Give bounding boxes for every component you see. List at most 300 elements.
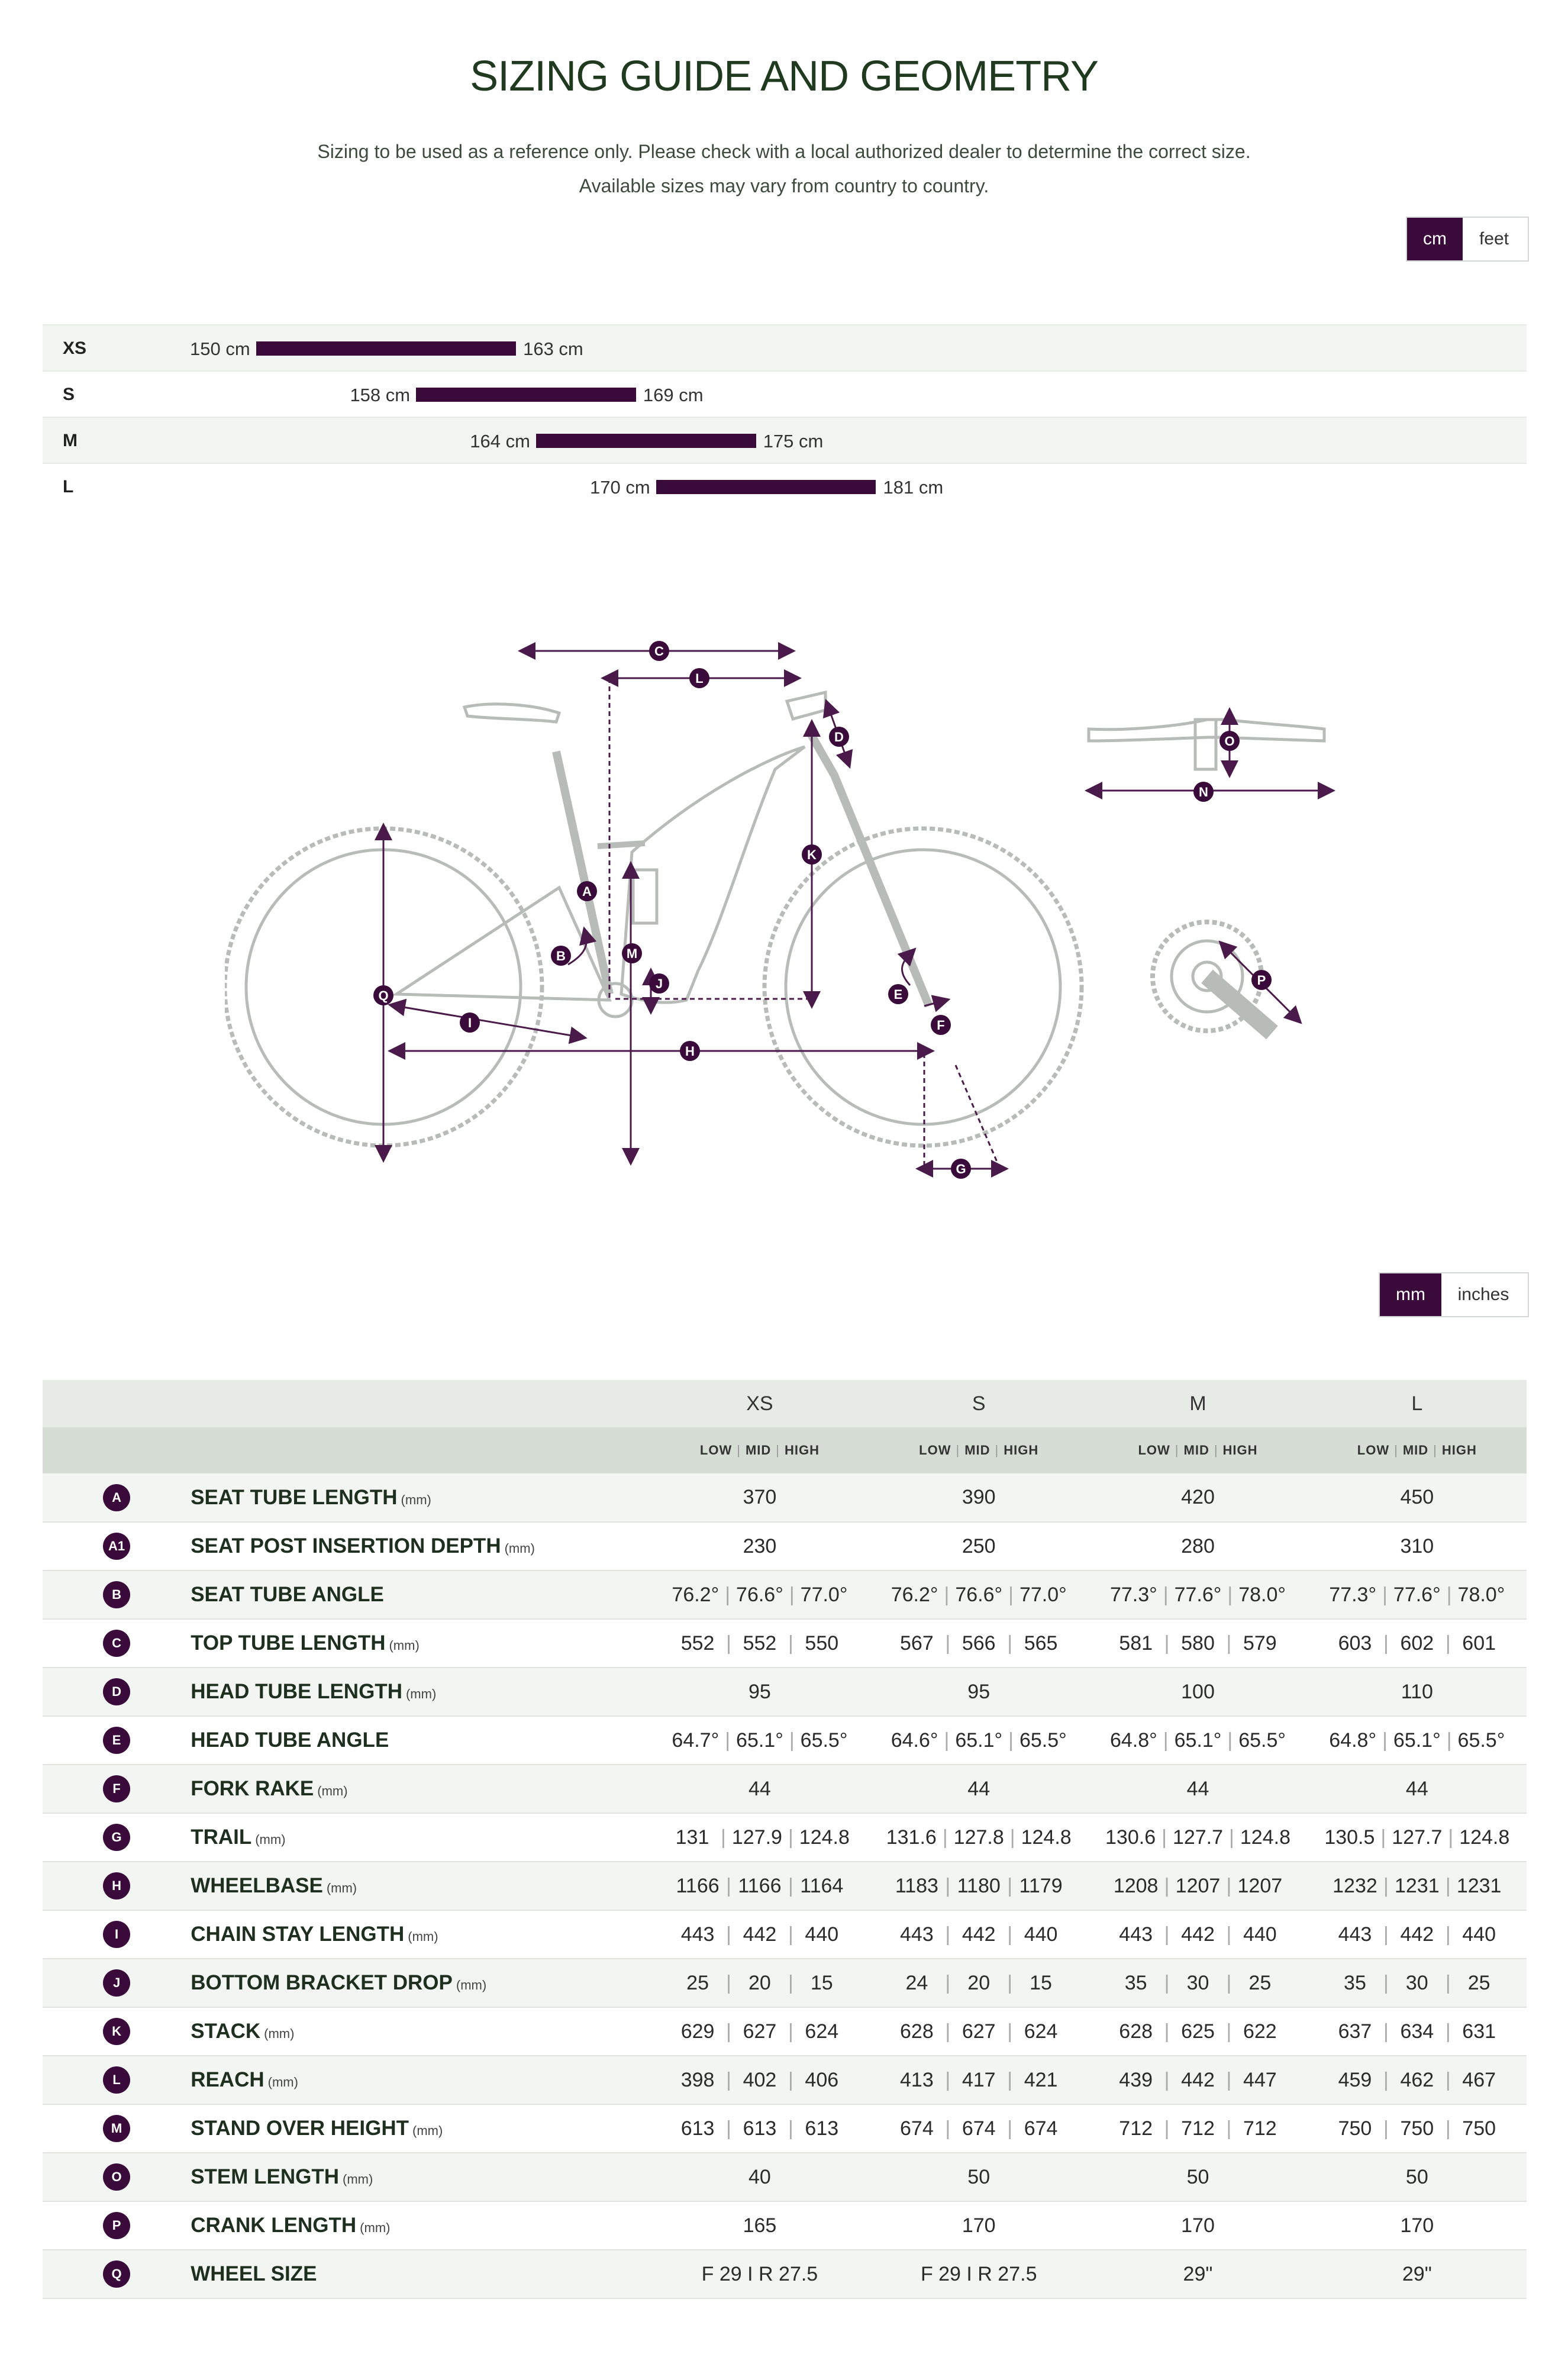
- measure-value: 443: [1119, 1923, 1153, 1946]
- separator: |: [725, 1729, 731, 1752]
- measure-badge-cell: [43, 2104, 191, 2153]
- measure-value: 1166: [738, 1874, 782, 1897]
- measure-value-cell: [1088, 1765, 1307, 1813]
- measure-value: 65.5°: [1238, 1729, 1286, 1752]
- measure-value-cell: [869, 2007, 1088, 2056]
- height-range-bar: [536, 434, 756, 448]
- size-column-header: M: [1189, 1392, 1206, 1415]
- marker-q: [373, 985, 393, 1005]
- geometry-row: [43, 2153, 1527, 2201]
- measure-unit: (mm): [360, 2220, 391, 2235]
- measure-value: 603: [1338, 1631, 1372, 1655]
- separator: |: [1445, 2020, 1451, 2043]
- measure-value: 78.0°: [1238, 1583, 1286, 1606]
- height-range-bar: [256, 341, 516, 356]
- measure-value: 64.8°: [1329, 1729, 1377, 1752]
- measure-value: 1231: [1394, 1874, 1440, 1897]
- measure-value: 442: [1181, 1923, 1215, 1946]
- measure-value-cell: [650, 2007, 869, 2056]
- separator: |: [1007, 2117, 1013, 2140]
- separator: |: [1445, 1923, 1451, 1946]
- separator: |: [1445, 1874, 1451, 1897]
- measure-value: 77.6°: [1393, 1583, 1441, 1606]
- separator: |: [1226, 2068, 1232, 2091]
- measure-value-cell: [1088, 1668, 1307, 1716]
- separator: |: [1383, 2068, 1389, 2091]
- measure-value: 100: [1181, 1680, 1215, 1703]
- measure-value: 110: [1401, 1680, 1433, 1703]
- svg-text:G: G: [956, 1162, 966, 1176]
- measure-unit: (mm): [504, 1541, 535, 1556]
- measure-value-cell: [1308, 1668, 1527, 1716]
- measure-value: 65.1°: [736, 1729, 783, 1752]
- saddle: [464, 704, 559, 722]
- measure-value: 65.1°: [1174, 1729, 1222, 1752]
- measure-name-cell: [191, 1668, 650, 1716]
- measure-value: 450: [1400, 1486, 1434, 1508]
- measure-value: 550: [805, 1631, 839, 1655]
- measure-value: 280: [1181, 1534, 1215, 1557]
- measure-code-badge: K: [103, 2018, 130, 2045]
- measure-value-cell: [1308, 1619, 1527, 1668]
- measure-name: TOP TUBE LENGTH: [191, 1631, 386, 1655]
- measure-value: 76.2°: [891, 1583, 938, 1606]
- measure-code-badge: I: [103, 1921, 130, 1948]
- position-header-row: [43, 1427, 1527, 1473]
- measure-value-cell: [1088, 2007, 1307, 2056]
- measure-badge-cell: [43, 2153, 191, 2201]
- measure-value: 124.8: [799, 1826, 850, 1849]
- measure-unit: (mm): [326, 1881, 357, 1895]
- measure-name: TRAIL: [191, 1826, 252, 1849]
- measure-name-cell: [191, 2201, 650, 2250]
- height-unit-toggle: [1406, 217, 1529, 262]
- measure-value: 552: [743, 1631, 777, 1655]
- measure-value: F 29 I R 27.5: [701, 2262, 818, 2285]
- separator: |: [1382, 1583, 1388, 1606]
- measure-value-cell: [650, 1765, 869, 1813]
- height-range-bar: [416, 388, 636, 402]
- separator: |: [1383, 2020, 1389, 2043]
- separator: |: [1226, 1874, 1232, 1897]
- measure-value-cell: [1308, 2104, 1527, 2153]
- measure-unit: (mm): [317, 1784, 348, 1798]
- separator: |: [1446, 1729, 1452, 1752]
- measure-value: 127.7: [1172, 1826, 1224, 1849]
- measure-value: 406: [805, 2068, 839, 2091]
- measure-value: 77.0°: [1019, 1583, 1067, 1606]
- geometry-row: [43, 1473, 1527, 1522]
- measure-value-cell: [869, 1862, 1088, 1910]
- measure-value: 440: [1243, 1923, 1277, 1946]
- measure-value: 76.2°: [672, 1583, 720, 1606]
- rider-height-row: [43, 324, 1527, 370]
- separator: |: [1446, 1583, 1452, 1606]
- measure-value: 127.8: [953, 1826, 1004, 1849]
- measure-code-badge: J: [103, 1969, 130, 1997]
- measure-value: 567: [900, 1631, 934, 1655]
- measure-badge-cell: [43, 1910, 191, 1959]
- measure-value: 579: [1243, 1631, 1277, 1655]
- measure-value-cell: [1088, 1910, 1307, 1959]
- measure-value-cell: [1088, 1959, 1307, 2007]
- measure-name: WHEELBASE: [191, 1874, 323, 1897]
- measure-code-badge: B: [103, 1581, 130, 1608]
- measure-value: 613: [805, 2117, 839, 2140]
- separator: |: [1007, 1874, 1013, 1897]
- measure-name: SEAT TUBE ANGLE: [191, 1583, 384, 1606]
- measure-value-cell: [650, 1910, 869, 1959]
- separator: |: [1227, 1583, 1233, 1606]
- measure-name-cell: [191, 2104, 650, 2153]
- measure-code-badge: A: [103, 1484, 130, 1511]
- measure-value: 634: [1400, 2020, 1434, 2043]
- measure-value: 25: [1248, 1971, 1272, 1994]
- dim-i-line: [396, 1006, 579, 1037]
- position-label: MID: [745, 1443, 772, 1457]
- measure-value: 65.1°: [1393, 1729, 1441, 1752]
- separator: |: [789, 1583, 795, 1606]
- measure-value: 170: [1400, 2214, 1434, 2237]
- measure-value: 30: [1186, 1971, 1209, 1994]
- position-labels: [650, 1427, 869, 1473]
- separator: |: [1164, 1923, 1170, 1946]
- svg-text:O: O: [1224, 734, 1235, 749]
- separator: |: [1226, 1971, 1232, 1994]
- separator: |: [1229, 1826, 1234, 1849]
- measure-value-cell: [650, 1668, 869, 1716]
- measure-value-cell: [1088, 2153, 1307, 2201]
- separator: |: [1007, 1631, 1013, 1655]
- svg-text:C: C: [654, 644, 664, 659]
- measure-badge-cell: [43, 1668, 191, 1716]
- separator: |: [1226, 1631, 1232, 1655]
- position-label: LOW: [1138, 1443, 1170, 1457]
- separator: |: [1007, 2068, 1013, 2091]
- measure-name: WHEEL SIZE: [191, 2262, 317, 2285]
- measure-value-cell: [1088, 2056, 1307, 2104]
- measure-value-cell: [650, 2250, 869, 2298]
- measure-value: 467: [1462, 2068, 1496, 2091]
- size-header-row: [43, 1380, 1527, 1427]
- measure-badge-cell: [43, 1765, 191, 1813]
- position-label: HIGH: [1441, 1443, 1477, 1457]
- measure-name-cell: [191, 1813, 650, 1862]
- measure-name-cell: [191, 1716, 650, 1765]
- measure-value: 459: [1338, 2068, 1372, 2091]
- svg-text:N: N: [1199, 785, 1208, 799]
- separator: |: [1227, 1729, 1233, 1752]
- measure-value: 165: [743, 2214, 777, 2237]
- measure-value: 76.6°: [736, 1583, 783, 1606]
- measure-code-badge: C: [103, 1630, 130, 1657]
- rear-shock: [633, 870, 657, 923]
- svg-text:H: H: [685, 1044, 695, 1059]
- measure-value-cell: [1308, 1910, 1527, 1959]
- measure-value: 629: [680, 2020, 715, 2043]
- separator: |: [1163, 1583, 1169, 1606]
- marker-h: [680, 1041, 700, 1061]
- measure-value-cell: [1308, 2007, 1527, 2056]
- measure-code-badge: E: [103, 1727, 130, 1754]
- measure-value: 44: [1186, 1777, 1209, 1800]
- geometry-row: [43, 2007, 1527, 2056]
- measure-value: 624: [1024, 2020, 1058, 2043]
- measure-value: 124.8: [1021, 1826, 1072, 1849]
- measure-value: 625: [1181, 2020, 1215, 2043]
- marker-n: [1193, 782, 1214, 802]
- position-labels: [869, 1427, 1088, 1473]
- separator: |: [1164, 1874, 1170, 1897]
- measure-unit: (mm): [389, 1638, 420, 1653]
- measure-name-cell: [191, 1619, 650, 1668]
- measure-code-badge: A1: [103, 1533, 130, 1560]
- feet-toggle-button[interactable]: feet: [1463, 218, 1525, 260]
- measure-value: 1231: [1456, 1874, 1502, 1897]
- measure-value: 580: [1181, 1631, 1215, 1655]
- position-labels: [1308, 1427, 1527, 1473]
- separator: |: [1164, 2020, 1170, 2043]
- measure-code-badge: H: [103, 1872, 130, 1900]
- measure-name: SEAT POST INSERTION DEPTH: [191, 1534, 501, 1557]
- fork: [811, 734, 929, 1006]
- position-label: LOW: [699, 1443, 733, 1457]
- separator: |: [1448, 1826, 1454, 1849]
- marker-k: [802, 844, 822, 865]
- measure-value: 627: [743, 2020, 777, 2043]
- measure-value: 712: [1243, 2117, 1277, 2140]
- geometry-row: [43, 1813, 1527, 1862]
- svg-text:F: F: [937, 1018, 945, 1033]
- svg-text:I: I: [467, 1015, 472, 1030]
- measure-name: HEAD TUBE LENGTH: [191, 1680, 402, 1703]
- marker-i: [460, 1012, 480, 1033]
- measure-value: 310: [1400, 1534, 1434, 1557]
- measure-name-cell: [191, 2153, 650, 2201]
- separator: |: [945, 1971, 951, 1994]
- measure-value: 421: [1024, 2068, 1058, 2091]
- main-frame: [621, 747, 805, 1002]
- measure-badge-cell: [43, 1571, 191, 1619]
- separator: |: [1433, 1443, 1437, 1457]
- position-label: HIGH: [1222, 1443, 1258, 1457]
- separator: |: [956, 1443, 960, 1457]
- measure-name: CRANK LENGTH: [191, 2214, 357, 2237]
- measure-value: 130.6: [1105, 1826, 1156, 1849]
- measure-value: 1179: [1019, 1874, 1063, 1897]
- separator: |: [945, 2068, 951, 2091]
- geometry-row: [43, 2250, 1527, 2298]
- measure-value: 390: [962, 1486, 996, 1508]
- separator: |: [788, 1923, 793, 1946]
- measure-value: 750: [1400, 2117, 1434, 2140]
- geometry-row: [43, 2104, 1527, 2153]
- measure-name: BOTTOM BRACKET DROP: [191, 1971, 453, 1994]
- measure-name-cell: [191, 1473, 650, 1522]
- measure-value: 440: [1024, 1923, 1058, 1946]
- measure-value-cell: [1308, 1716, 1527, 1765]
- measure-value-cell: [869, 1959, 1088, 2007]
- separator: |: [1162, 1826, 1167, 1849]
- separator: |: [945, 1923, 951, 1946]
- handlebar-stem: [1195, 720, 1216, 769]
- position-label: HIGH: [1004, 1443, 1039, 1457]
- size-label: L: [63, 477, 74, 496]
- geometry-row: [43, 1959, 1527, 2007]
- measure-value: 20: [967, 1971, 991, 1994]
- svg-text:A: A: [582, 884, 592, 899]
- measure-value: 65.1°: [955, 1729, 1003, 1752]
- separator: |: [995, 1443, 999, 1457]
- measure-badge-cell: [43, 2056, 191, 2104]
- measure-value: 628: [900, 2020, 934, 2043]
- max-height-label: 163 cm: [523, 338, 583, 359]
- marker-m: [622, 943, 642, 963]
- measure-value: 1208: [1113, 1874, 1159, 1897]
- separator: |: [1164, 1971, 1170, 1994]
- measure-value: 250: [962, 1534, 996, 1557]
- measure-value-cell: [869, 2201, 1088, 2250]
- measure-code-badge: F: [103, 1775, 130, 1802]
- separator: |: [1445, 1971, 1451, 1994]
- measure-value: 442: [743, 1923, 777, 1946]
- position-label: MID: [1402, 1443, 1429, 1457]
- measure-value: 64.6°: [891, 1729, 938, 1752]
- measure-value-cell: [650, 1813, 869, 1862]
- rider-height-row: [43, 417, 1527, 463]
- marker-f: [931, 1015, 951, 1035]
- measure-value: 24: [905, 1971, 928, 1994]
- measure-value-cell: [650, 1571, 869, 1619]
- measure-value: 124.8: [1459, 1826, 1510, 1849]
- measure-value: 566: [962, 1631, 996, 1655]
- measure-value-cell: [869, 1813, 1088, 1862]
- position-label: LOW: [1357, 1443, 1390, 1457]
- measure-value: 78.0°: [1457, 1583, 1505, 1606]
- inches-toggle-button[interactable]: inches: [1441, 1273, 1525, 1316]
- measure-value: 440: [1462, 1923, 1496, 1946]
- measure-value-cell: [650, 1716, 869, 1765]
- measure-value-cell: [650, 1473, 869, 1522]
- separator: |: [788, 1971, 793, 1994]
- separator: |: [776, 1443, 780, 1457]
- measure-value: 15: [1030, 1971, 1052, 1994]
- marker-l: [689, 668, 709, 688]
- measure-unit: (mm): [264, 2026, 295, 2041]
- measure-value-cell: [1308, 2056, 1527, 2104]
- separator: |: [788, 1826, 793, 1849]
- separator: |: [788, 1631, 793, 1655]
- size-label: M: [63, 431, 78, 450]
- header-spacer: [43, 1427, 191, 1473]
- geometry-unit-toggle: [1379, 1272, 1529, 1317]
- measure-name-cell: [191, 1862, 650, 1910]
- measure-value: 130.5: [1324, 1826, 1375, 1849]
- measure-code-badge: P: [103, 2212, 130, 2239]
- measure-name: FORK RAKE: [191, 1777, 314, 1800]
- geometry-row: [43, 1862, 1527, 1910]
- cm-toggle-button[interactable]: cm: [1407, 218, 1463, 260]
- measure-value: 77.3°: [1109, 1583, 1157, 1606]
- separator: |: [1008, 1729, 1014, 1752]
- measure-value-cell: [1308, 2201, 1527, 2250]
- svg-text:E: E: [893, 987, 903, 1002]
- measure-unit: (mm): [405, 1686, 437, 1701]
- measure-value: 712: [1181, 2117, 1215, 2140]
- size-label: S: [63, 385, 75, 404]
- header-spacer: [191, 1427, 650, 1473]
- separator: |: [1226, 2117, 1232, 2140]
- geometry-row: [43, 1571, 1527, 1619]
- measure-value-cell: [1088, 2104, 1307, 2153]
- measure-value: 44: [748, 1777, 771, 1800]
- measure-value: 1207: [1237, 1874, 1283, 1897]
- svg-text:D: D: [834, 730, 844, 744]
- geometry-row: [43, 2056, 1527, 2104]
- measure-value: 50: [967, 2165, 991, 2188]
- measure-value: 65.5°: [1457, 1729, 1505, 1752]
- measure-value: 1166: [676, 1874, 720, 1897]
- measure-value: 1164: [800, 1874, 844, 1897]
- rider-height-chart: [43, 324, 1527, 509]
- separator: |: [1226, 2020, 1232, 2043]
- measure-name-cell: [191, 2007, 650, 2056]
- measure-value: 462: [1400, 2068, 1434, 2091]
- measure-value-cell: [650, 1522, 869, 1571]
- measure-name-cell: [191, 2056, 650, 2104]
- svg-text:L: L: [695, 671, 704, 686]
- measure-value-cell: [1308, 1473, 1527, 1522]
- measure-badge-cell: [43, 1716, 191, 1765]
- measure-value-cell: [1088, 2201, 1307, 2250]
- measure-name: STAND OVER HEIGHT: [191, 2117, 409, 2140]
- measure-unit: (mm): [255, 1832, 286, 1847]
- measure-value: 613: [680, 2117, 715, 2140]
- measure-value-cell: [1308, 1522, 1527, 1571]
- measure-value: 76.6°: [955, 1583, 1003, 1606]
- marker-e: [888, 984, 908, 1004]
- measure-value: 64.8°: [1109, 1729, 1157, 1752]
- measure-name: STEM LENGTH: [191, 2165, 340, 2188]
- min-height-label: 150 cm: [190, 338, 250, 359]
- measure-value: 398: [680, 2068, 715, 2091]
- max-height-label: 175 cm: [763, 431, 824, 452]
- measure-code-badge: D: [103, 1678, 130, 1705]
- mm-toggle-button[interactable]: mm: [1380, 1273, 1441, 1316]
- separator: |: [1380, 1826, 1386, 1849]
- measure-value: 370: [743, 1486, 777, 1508]
- separator: |: [944, 1729, 950, 1752]
- header-spacer: [191, 1380, 650, 1427]
- measure-value: 25: [1467, 1971, 1490, 1994]
- separator: |: [1445, 2117, 1451, 2140]
- separator: |: [1383, 1923, 1389, 1946]
- separator: |: [1164, 1631, 1170, 1655]
- measure-code-badge: M: [103, 2115, 130, 2142]
- measure-value: 30: [1405, 1971, 1428, 1994]
- separator: |: [1383, 1874, 1389, 1897]
- measure-value-cell: [650, 2153, 869, 2201]
- svg-text:Q: Q: [378, 988, 389, 1003]
- measure-value: 417: [962, 2068, 996, 2091]
- rider-height-row: [43, 370, 1527, 417]
- bike-geometry-diagram: [225, 621, 1349, 1201]
- separator: |: [737, 1443, 741, 1457]
- min-height-label: 170 cm: [590, 477, 650, 498]
- measure-value-cell: [1088, 2250, 1307, 2298]
- svg-text:K: K: [807, 847, 817, 862]
- measure-unit: (mm): [267, 2075, 298, 2089]
